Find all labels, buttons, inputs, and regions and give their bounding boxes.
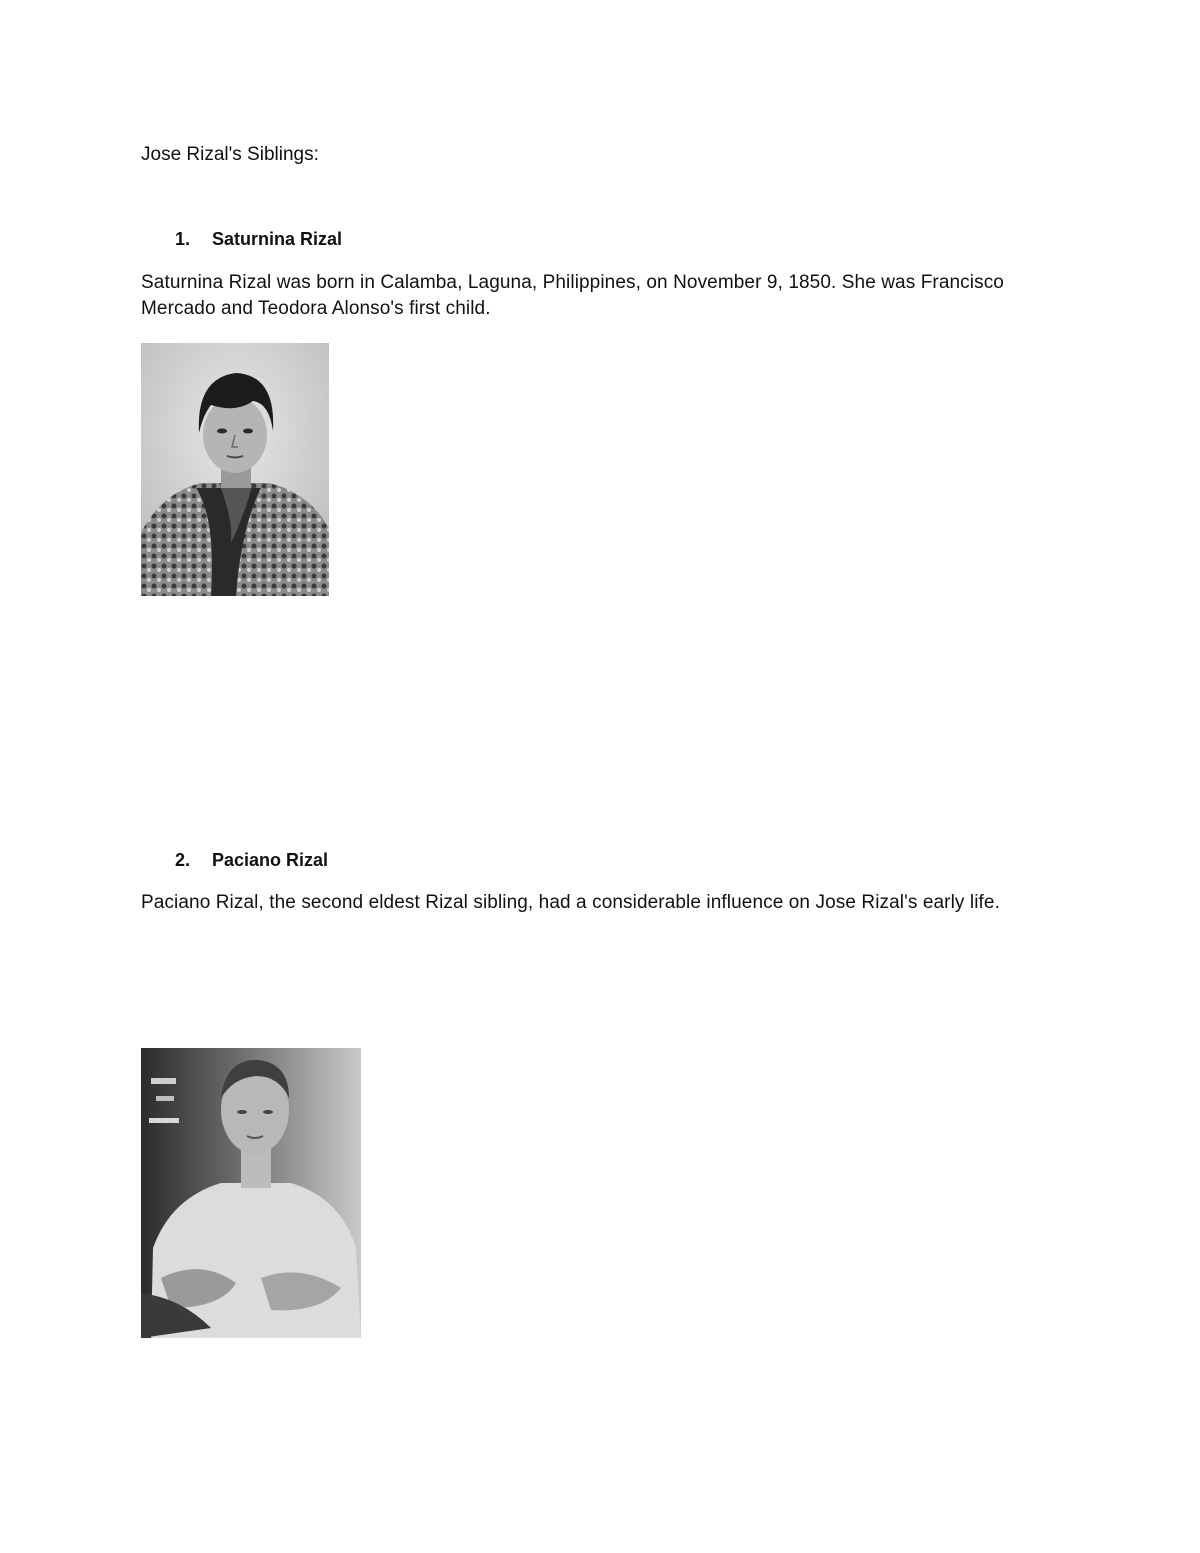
- sibling-2-number: 2.: [175, 850, 191, 870]
- sibling-2-description: Paciano Rizal, the second eldest Rizal sibling, had a considerable influence on Jose Rizal's early life.: [141, 892, 1000, 913]
- page-heading: Jose Rizal's Siblings:: [141, 144, 319, 165]
- sibling-2-heading: [175, 848, 328, 872]
- sibling-1-photo: [141, 343, 329, 596]
- sibling-1-heading: [175, 227, 342, 251]
- sibling-1-number: 1.: [175, 229, 191, 249]
- sibling-2-photo: [141, 1048, 361, 1338]
- sibling-1-name: Saturnina Rizal: [212, 229, 343, 249]
- sibling-2-name: Paciano Rizal: [212, 850, 329, 870]
- sibling-1-description: Saturnina Rizal was born in Calamba, Laguna, Philippines, on November 9, 1850. She was Francisco Mercado and Teodora Alonso's first child.: [141, 272, 1004, 319]
